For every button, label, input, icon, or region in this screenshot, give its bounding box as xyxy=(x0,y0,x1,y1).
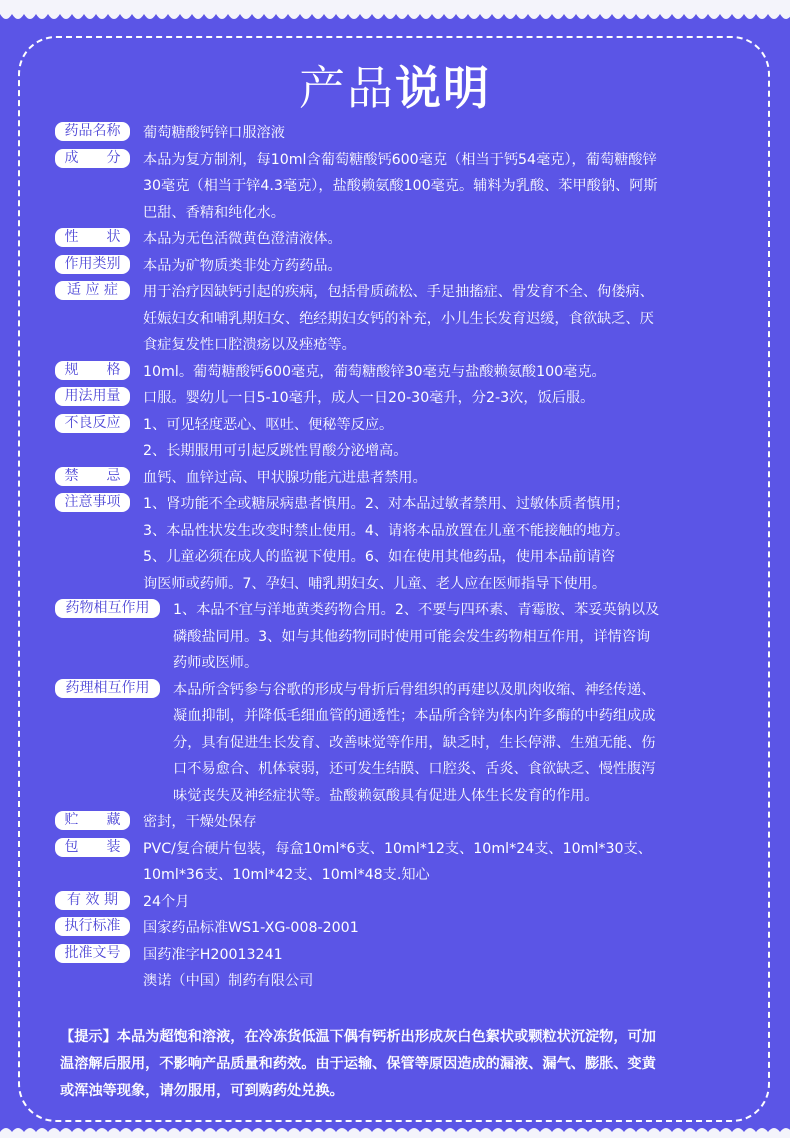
spec-value: 10ml。葡萄糖酸钙600毫克，葡萄糖酸锌30毫克与盐酸赖氨酸100毫克。 xyxy=(143,363,606,380)
spec-label: 规 格 xyxy=(55,361,130,380)
spec-label: 药物相互作用 xyxy=(55,599,160,618)
spec-value: 1、肾功能不全或糖尿病患者慎用。2、对本品过敏者禁用、过敏体质者慎用； 3、本品性状发生改变时禁止使用。4、请将本品放置在儿童不能接触的地方。 5、儿童必须在成人的监视下使用。6、如在使用其他药品，使用本品前请咨 询医师或药师。7、孕妇、哺乳期妇女、儿童、老人应在医师指导下使用。 xyxy=(143,496,630,592)
spec-label: 不良反应 xyxy=(55,414,130,433)
spec-value: 本品为矿物质类非处方药药品。 xyxy=(143,257,342,274)
spec-row xyxy=(55,226,755,253)
spec-row xyxy=(55,597,755,677)
spec-value: 国家药品标准WS1-XG-008-2001 xyxy=(143,920,359,936)
spec-label: 作用类别 xyxy=(55,255,130,274)
spec-row xyxy=(55,147,755,227)
spec-label: 注意事项 xyxy=(55,493,130,512)
spec-label: 用法用量 xyxy=(55,387,130,406)
spec-value: 24个月 xyxy=(143,893,190,910)
spec-value: 本品所含钙参与谷歌的形成与骨折后骨组织的再建以及肌肉收缩、神经传递、 凝血抑制，并降低毛细血管的通透性；本品所含锌为体内许多酶的中药组成成 分，具有促进生长发育、改善味觉等作用，缺乏时，生长停滞、生殖无能、伤 口不易愈合、机体衰弱，还可发生结膜、口腔炎、舌炎、食欲缺乏、慢性腹泻 味觉丧失及神经症状等。盐酸赖氨酸具有促进人体生长发育的作用。 xyxy=(173,681,656,804)
spec-value: 本品为复方制剂，每10ml含葡萄糖酸钙600毫克（相当于钙54毫克），葡萄糖酸锌 30毫克（相当于锌4.3毫克），盐酸赖氨酸100毫克。辅料为乳酸、苯甲酸钠、阿斯 巴甜、香精和纯化水。 xyxy=(143,151,658,221)
spec-label: 包 装 xyxy=(55,838,130,857)
spec-value: PVC/复合硬片包装，每盒10ml*6支、10ml*12支、10ml*24支、10ml*30支、 10ml*36支、10ml*42支、10ml*48支.知心 xyxy=(143,840,652,883)
spec-row xyxy=(55,465,755,492)
spec-row xyxy=(55,120,755,147)
spec-value: 用于治疗因缺钙引起的疾病，包括骨质疏松、手足抽搐症、骨发育不全、佝偻病、 妊娠妇女和哺乳期妇女、绝经期妇女钙的补充，小儿生长发育迟缓，食欲缺乏、厌 食症复发性口腔溃疡以及痤疮等。 xyxy=(143,284,654,353)
spec-value: 密封，干燥处保存 xyxy=(143,814,257,830)
notice-text: 【提示】本品为超饱和溶液，在冷冻货低温下偶有钙析出形成灰白色絮状或颗粒状沉淀物，可加 温溶解后服用，不影响产品质量和药效。由于运输、保管等原因造成的漏液、漏气、膨胀、变黄 或浑浊等现象，请勿服用，可到购药处兑换。 xyxy=(60,1029,656,1099)
spec-label: 适 应 症 xyxy=(55,281,130,300)
spec-value: 血钙、血锌过高、甲状腺功能亢进患者禁用。 xyxy=(143,469,427,486)
spec-label: 批准文号 xyxy=(55,944,130,963)
spec-row xyxy=(55,942,755,995)
title-bold: 说明 xyxy=(395,61,491,115)
spec-label: 成 分 xyxy=(55,149,130,168)
top-scallop-border xyxy=(0,0,790,26)
spec-row xyxy=(55,385,755,412)
spec-value: 口服。婴幼儿一日5-10毫升，成人一日20-30毫升，分2-3次，饭后服。 xyxy=(143,390,595,406)
spec-label: 贮 藏 xyxy=(55,811,130,830)
spec-label: 有 效 期 xyxy=(55,891,130,910)
spec-list xyxy=(55,120,755,995)
spec-row xyxy=(55,279,755,359)
spec-row xyxy=(55,359,755,386)
spec-value: 葡萄糖酸钙锌口服溶液 xyxy=(143,125,285,141)
spec-label: 执行标准 xyxy=(55,917,130,936)
spec-row xyxy=(55,809,755,836)
spec-row xyxy=(55,677,755,810)
spec-row xyxy=(55,491,755,597)
spec-value: 本品为无色活微黄色澄清液体。 xyxy=(143,231,342,247)
spec-row xyxy=(55,253,755,280)
title-light: 产品 xyxy=(299,61,395,115)
spec-row xyxy=(55,412,755,465)
spec-row xyxy=(55,915,755,942)
spec-value: 1、本品不宜与洋地黄类药物合用。2、不要与四环素、青霉胺、苯妥英钠以及 磷酸盐同用。3、如与其他药物同时使用可能会发生药物相互作用，详情咨询 药师或医师。 xyxy=(173,602,660,671)
bottom-scallop-border xyxy=(0,1124,790,1138)
page-title xyxy=(0,58,790,118)
spec-label: 性 状 xyxy=(55,228,130,247)
spec-label: 药理相互作用 xyxy=(55,679,160,698)
spec-value: 1、可见轻度恶心、呕吐、便秘等反应。 2、长期服用可引起反跳性胃酸分泌增高。 xyxy=(143,416,408,459)
spec-row xyxy=(55,836,755,889)
spec-label: 禁 忌 xyxy=(55,467,130,486)
spec-row xyxy=(55,889,755,916)
spec-value: 国药准字H20013241 澳诺（中国）制药有限公司 xyxy=(143,946,314,989)
spec-label: 药品名称 xyxy=(55,122,130,141)
